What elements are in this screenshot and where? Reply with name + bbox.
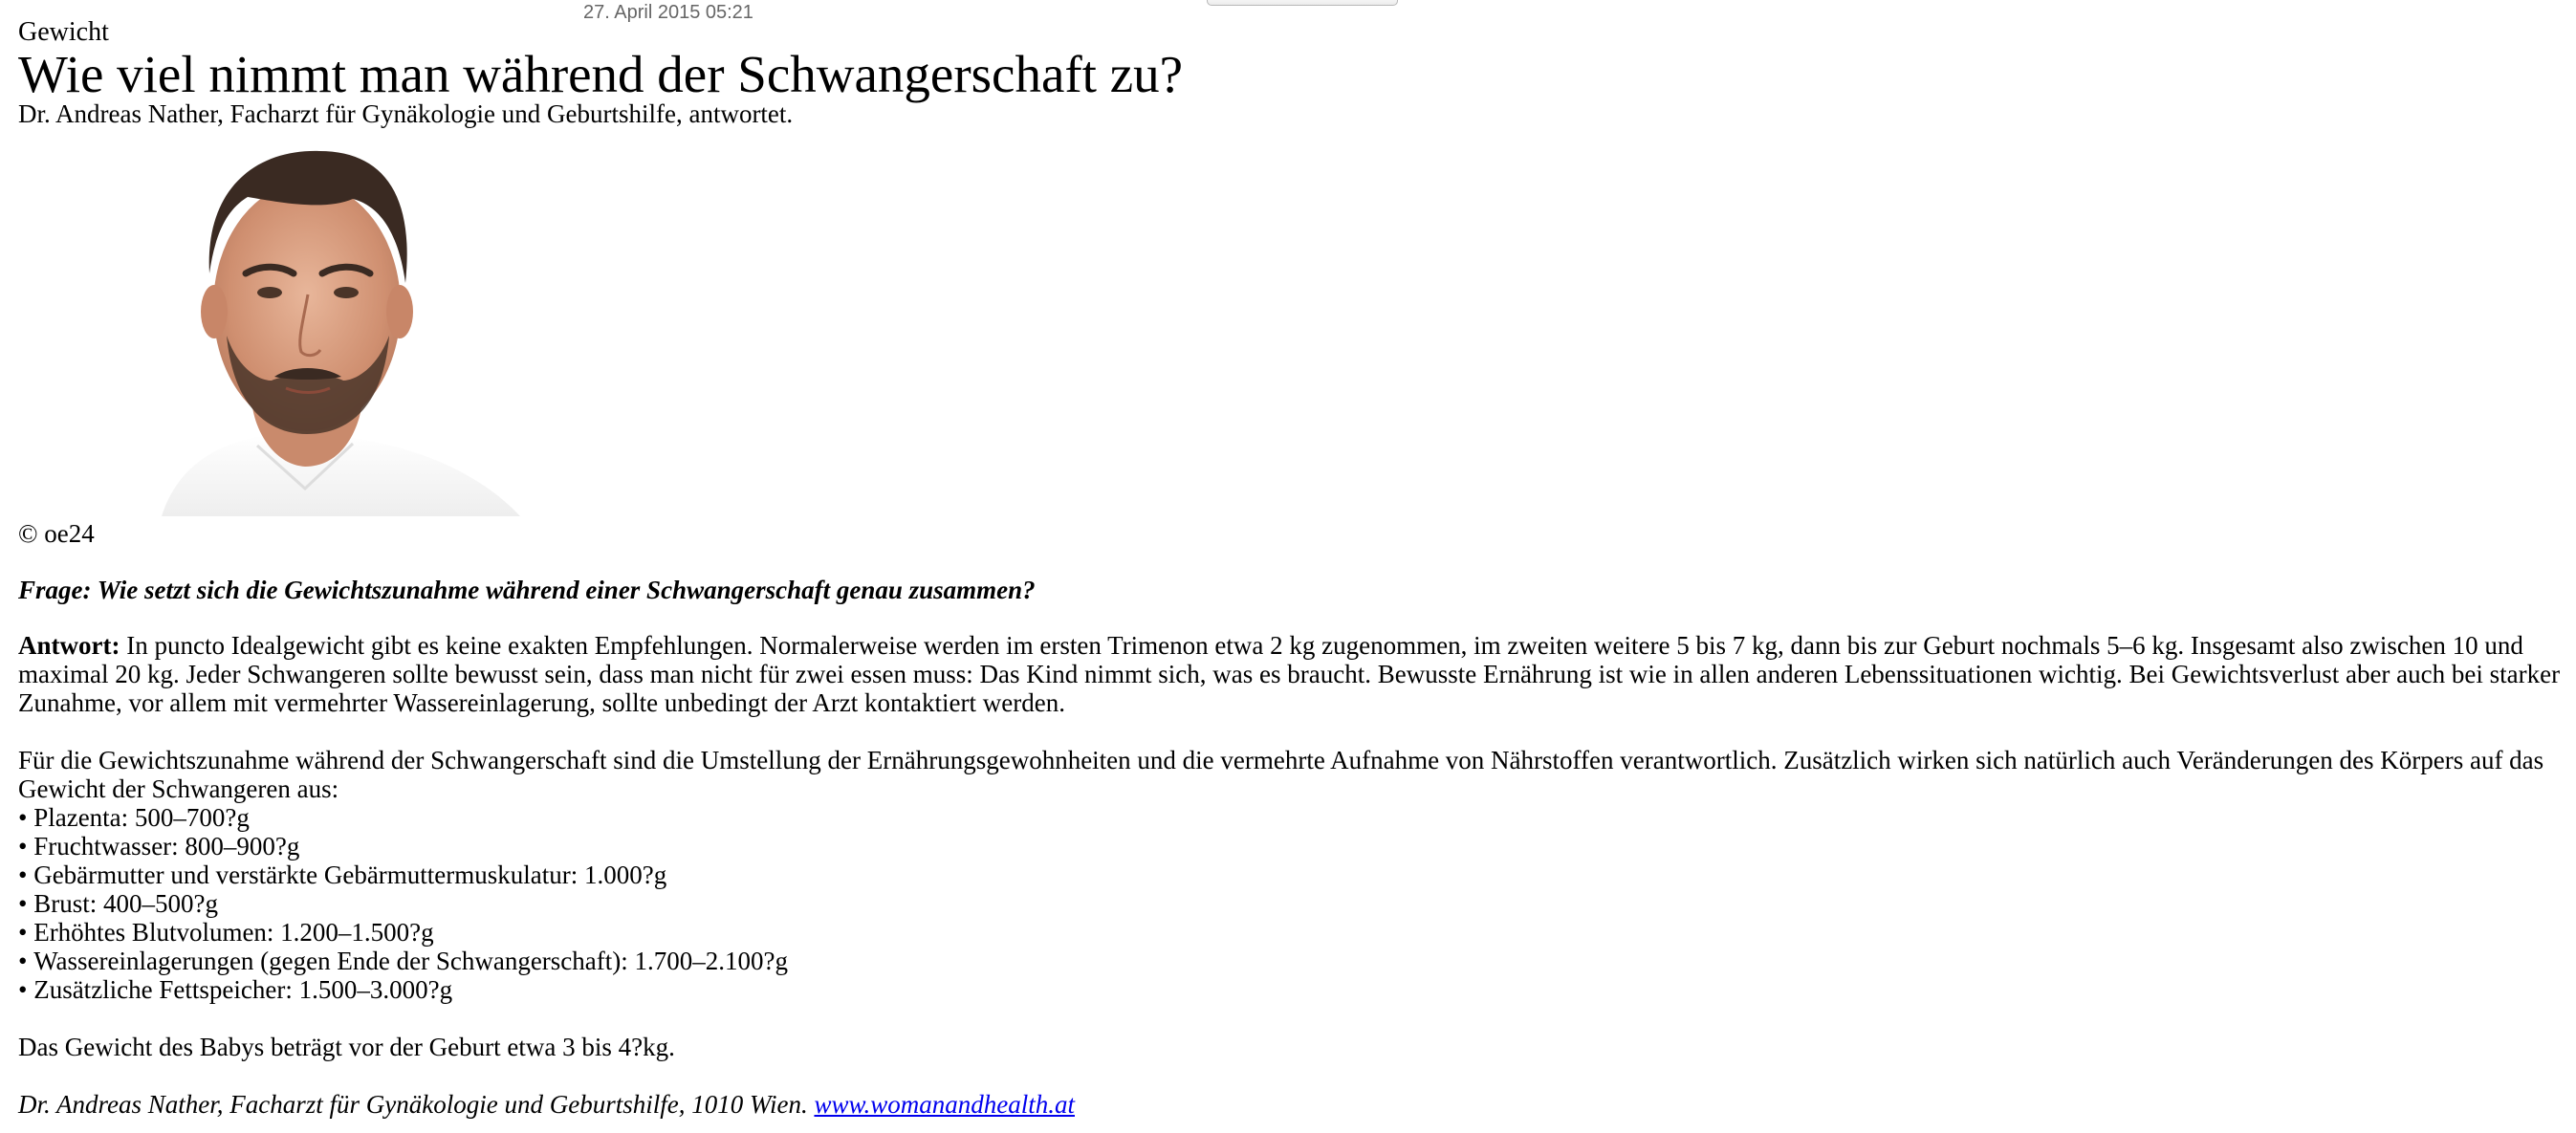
weight-gain-paragraph: Für die Gewichtszunahme während der Schwangerschaft sind die Umstellung der Ernährungsgewohnheiten und die vermehrte Aufnahme von Nährstoffen verantwortlich. Zusätzlich wirken sich natürlich auch Veränderungen des Körpers auf das Gewicht der Schwangeren aus: [18,746,2544,803]
image-credit: © oe24 [18,519,95,548]
answer-text: In puncto Idealgewicht gibt es keine exakten Empfehlungen. Normalerweise werden im ersten Trimenon etwa 2 kg zugenommen, im zweiten weitere 5 bis 7 kg, dann bis zur Geburt nochmals 5–6 kg. Insgesamt also zwischen 10 und maximal 20 kg. Jeder Schwangeren sollte bewusst sein, dass man nicht für zwei essen muss: Das Kind nimmt sich, was es braucht. Bewusste Ernährung ist wie in allen anderen Lebenssituationen wichtig. Bei Gewichtsverlust aber auch bei starker Zunahme, vor allem mit vermehrter Wassereinlagerung, sollte unbedingt der Arzt kontaktiert werden. [18,631,2561,717]
list-item: • Brust: 400–500?g [18,889,2562,918]
toolbar-button[interactable] [1207,0,1398,6]
list-item: • Zusätzliche Fettspeicher: 1.500–3.000?g [18,975,2562,1004]
baby-weight-paragraph: Das Gewicht des Babys beträgt vor der Geburt etwa 3 bis 4?kg. [18,1033,675,1061]
list-item: • Wassereinlagerungen (gegen Ende der Schwangerschaft): 1.700–2.100?g [18,947,2562,975]
article [18,17,2562,1119]
website-link[interactable]: www.womanandhealth.at [814,1090,1075,1119]
signature-text: Dr. Andreas Nather, Facharzt für Gynäkologie und Geburtshilfe, 1010 Wien. [18,1090,815,1119]
article-headline: Wie viel nimmt man während der Schwangerschaft zu? [18,45,1184,103]
article-timestamp: 27. April 2015 05:21 [583,2,753,23]
weight-factors-list [18,803,2562,1004]
article-kicker: Gewicht [18,17,109,47]
list-item: • Gebärmutter und verstärkte Gebärmuttermuskulatur: 1.000?g [18,861,2562,889]
list-item: • Fruchtwasser: 800–900?g [18,832,2562,861]
interview-answer [18,631,2562,717]
article-byline: Dr. Andreas Nather, Facharzt für Gynäkologie und Geburtshilfe, antwortet. [18,99,794,128]
author-signature [18,1090,2562,1119]
list-item: • Erhöhtes Blutvolumen: 1.200–1.500?g [18,918,2562,947]
list-item: • Plazenta: 500–700?g [18,803,2562,832]
interview-question: Frage: Wie setzt sich die Gewichtszunahme während einer Schwangerschaft genau zusammen? [18,576,1036,604]
doctor-portrait-image [18,130,605,516]
answer-label: Antwort: [18,631,120,660]
